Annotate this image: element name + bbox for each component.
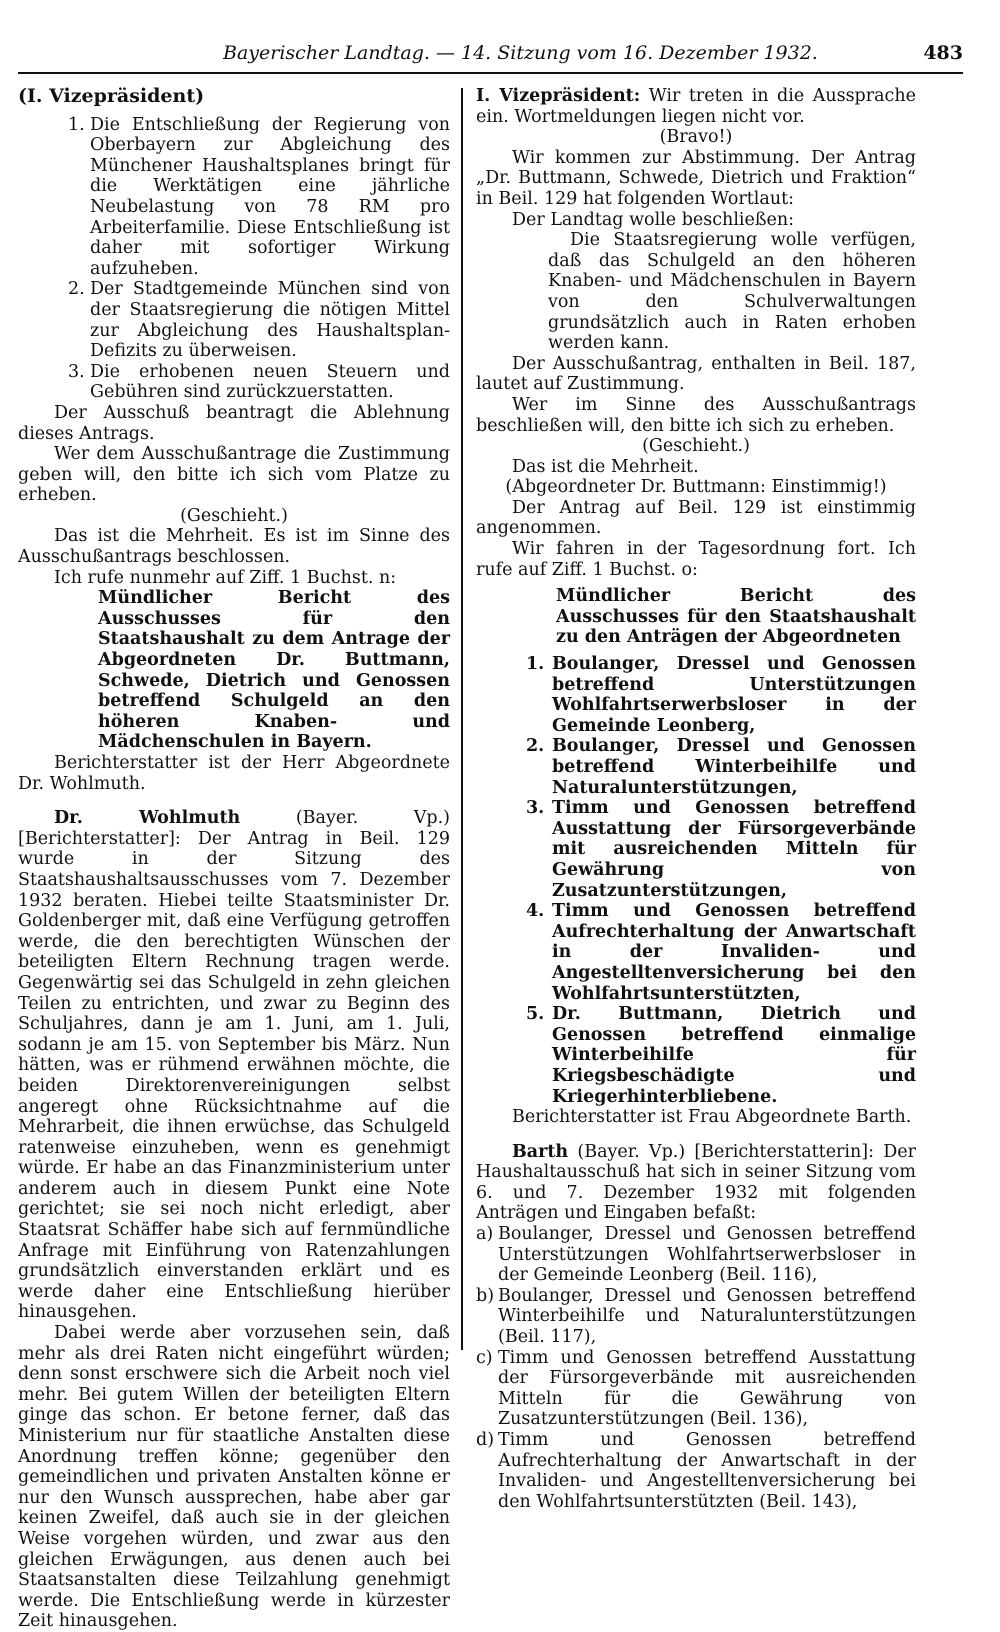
agenda-item-heading: Mündlicher Bericht des Ausschusses für den Staatshaushalt zu den Anträgen der Abgeordneten [556,586,916,648]
list-item: 5. Dr. Buttmann, Dietrich und Genossen betreffend einmalige Winterbeihilfe für Kriegsbeschädigte und Kriegerhinterbliebene. [526,1004,916,1107]
speaker-party: (Bayer. Vp.) [Berichterstatter]: [18,808,450,849]
list-item: 2. Der Stadtgemeinde München sind von der Staatsregierung die nötigen Mittel zur Abgleichung des Haushaltsplan-Defizits zu überweisen. [68,279,450,362]
list-item: 1. Boulanger, Dressel und Genossen betreffend Unterstützungen Wohlfahrtserwerbsloser in der Gemeinde Leonberg, [526,654,916,736]
paragraph: Der Ausschußantrag, enthalten in Beil. 187, lautet auf Zustimmung. [476,353,916,395]
speaker-name: I. Vizepräsident: [476,86,641,106]
speaker-party: (Bayer. Vp.) [Berichterstatterin]: [577,1141,875,1162]
list-item: a) Boulanger, Dressel und Genossen betreffend Unterstützungen Wohlfahrtserwerbsloser in der Gemeinde Leonberg (Beil. 116), [476,1224,916,1286]
list-item: 1. Die Entschließung der Regierung von Oberbayern zur Abgleichung des Münchener Haushaltsplanes bringt für die Werktätigen eine jährliche Neubelastung von 78 RM pro Arbeiterfamilie. Diese Entschließung ist daher mit sofortiger Wirkung aufzuheben. [68,114,450,279]
list-item: d) Timm und Genossen betreffend Aufrechterhaltung der Anwartschaft in der Invaliden- und Angestelltenversicherung bei den Wohlfahrtsunterstützten (Beil. 143), [476,1430,916,1512]
speech-paragraph: I. Vizepräsident: Wir treten in die Aussprache ein. Wortmeldungen liegen nicht vor. [476,86,916,127]
speaker-name: Barth [512,1141,569,1162]
paragraph: Das ist die Mehrheit. [512,456,699,477]
agenda-item-heading: Mündlicher Bericht des Ausschusses für den Staatshaushalt zu dem Antrage der Abgeordneten Dr. Buttmann, Schwede, Dietrich und Genossen betreffend Schulgeld an den höheren Knaben- und Mädchenschulen in Bayern. [98,588,450,753]
list-item: 2. Boulanger, Dressel und Genossen betreffend Winterbeihilfe und Naturalunterstützungen, [526,736,916,798]
page-header [18,42,963,74]
paragraph: Wir kommen zur Abstimmung. Der Antrag „Dr. Buttmann, Schwede, Dietrich und Fraktion“ in Beil. 129 hat folgenden Wortlaut: [476,147,916,209]
list-item: b) Boulanger, Dressel und Genossen betreffend Winterbeihilfe und Naturalunterstützungen (Beil. 117), [476,1285,916,1348]
paragraph: Berichterstatter ist der Herr Abgeordnete Dr. Wohlmuth. [18,753,450,794]
paragraph: Das ist die Mehrheit. Es ist im Sinne des Ausschußantrags beschlossen. [18,526,450,568]
list-item: c) Timm und Genossen betreffend Ausstattung der Fürsorgeverbände mit ausreichenden Mitteln für die Gewährung von Zusatzunterstützungen (Beil. 136), [476,1347,916,1430]
paragraph: Der Ausschuß beantragt die Ablehnung dieses Antrags. [18,402,450,444]
list-item: 4. Timm und Genossen betreffend Aufrechterhaltung der Anwartschaft in der Invaliden- und Angestelltenversicherung bei den Wohlfahrtsunterstützten, [526,901,916,1004]
speech-paragraph: Dabei werde aber vorzusehen sein, daß mehr als drei Raten nicht eingeführt würden; denn sonst erschwere sich die Arbeit noch viel mehr. Bei gutem Willen der beteiligten Eltern ginge das schon. Er betone ferner, daß das Ministerium nur für staatliche Anstalten diese Anordnung treffen könne; gegenüber den gemeindlichen und privaten Anstalten könne er nur den Wunsch aussprechen, habe aber gar keinen Zweifel, daß auch sie in der gleichen Weise vorgehen würden, und zwar aus den gleichen Erwägungen, aus denen auch bei Staatsanstalten diese Teilzahlung genehmigt werde. Die Entschließung werde in kürzester Zeit hinausgehen. [18,1323,450,1632]
speaker-heading: (I. Vizepräsident) [18,85,205,107]
paragraph: Wer dem Ausschußantrage die Zustimmung geben will, den bitte ich sich vom Platze zu erheben. [18,444,450,506]
left-column [18,86,450,1632]
list-item: 3. Die erhobenen neuen Steuern und Gebühren sind zurückzuerstatten. [68,361,450,403]
right-column [476,86,916,1512]
paragraph: Ich rufe nunmehr auf Ziff. 1 Buchst. n: [54,567,397,588]
page-number: 483 [923,42,963,64]
paragraph: Wir fahren in der Tagesordnung fort. Ich rufe auf Ziff. 1 Buchst. o: [476,539,916,580]
paragraph: Der Landtag wolle beschließen: [512,209,795,230]
interjection: (Bravo!) [659,127,733,148]
stage-direction: (Geschieht.) [180,505,288,526]
speaker-name: Dr. Wohlmuth [54,808,241,829]
speech-paragraph: Barth (Bayer. Vp.) [Berichterstatterin]: Der Haushaltausschuß hat sich in seiner Sitzung vom 6. und 7. Dezember 1932 mit folgenden Anträgen und Eingaben befaßt: [476,1141,916,1224]
paragraph: Berichterstatter ist Frau Abgeordnete Barth. [512,1107,912,1128]
speech-paragraph: Dr. Wohlmuth (Bayer. Vp.) [Berichterstatter]: Der Antrag in Beil. 129 wurde in der Sitzung des Staatshaushaltsausschusses vom 7. Dezember 1932 beraten. Hiebei teilte Staatsminister Dr. Goldenberger mit, daß eine Verfügung getroffen werde, die den berechtigten Wünschen der beteiligten Eltern Rechnung tragen werde. Gegenwärtig sei das Schulgeld in zehn gleichen Teilen zu entrichten, und zwar zu Beginn des Schuljahres, dann je am 1. Juni, am 1. Juli, sodann je am 15. von September bis März. Nun hätten, was er rühmend erwähnen möchte, die beiden Direktorenvereinigungen selbst angeregt ohne Rücksichtnahme auf die Mehrarbeit, die ihnen erwüchse, das Schulgeld ratenweise einzuheben, wenn es genehmigt würde. Er habe an das Finanzministerium unter anderem auch in diesem Punkt eine Note gerichtet; sie sei noch nicht erledigt, aber Staatsrat Schäffer habe sich auf fernmündliche Anfrage mit Einführung von Ratenzahlungen grundsätzlich einverstanden erklärt und es werde daher eine Entschließung hierüber hinausgehen. [18,808,450,1323]
motion-quote: Die Staatsregierung wolle verfügen, daß das Schulgeld an den höheren Knaben- und Mädchenschulen in Bayern von den Schulverwaltungen grundsätzlich auch in Raten erhoben werden kann. [548,230,916,354]
paragraph: Der Antrag auf Beil. 129 ist einstimmig angenommen. [476,497,916,539]
column-divider [461,88,463,1350]
interjection: (Abgeordneter Dr. Buttmann: Einstimmig!) [505,477,887,498]
list-item: 3. Timm und Genossen betreffend Ausstattung der Fürsorgeverbände mit ausreichenden Mitteln für Gewährung von Zusatzunterstützungen, [526,798,916,901]
running-title: Bayerischer Landtag. — 14. Sitzung vom 16. Dezember 1932. [223,42,818,64]
paragraph: Wer im Sinne des Ausschußantrags beschließen will, den bitte ich sich zu erheben. [476,394,916,436]
stage-direction: (Geschieht.) [642,436,750,457]
